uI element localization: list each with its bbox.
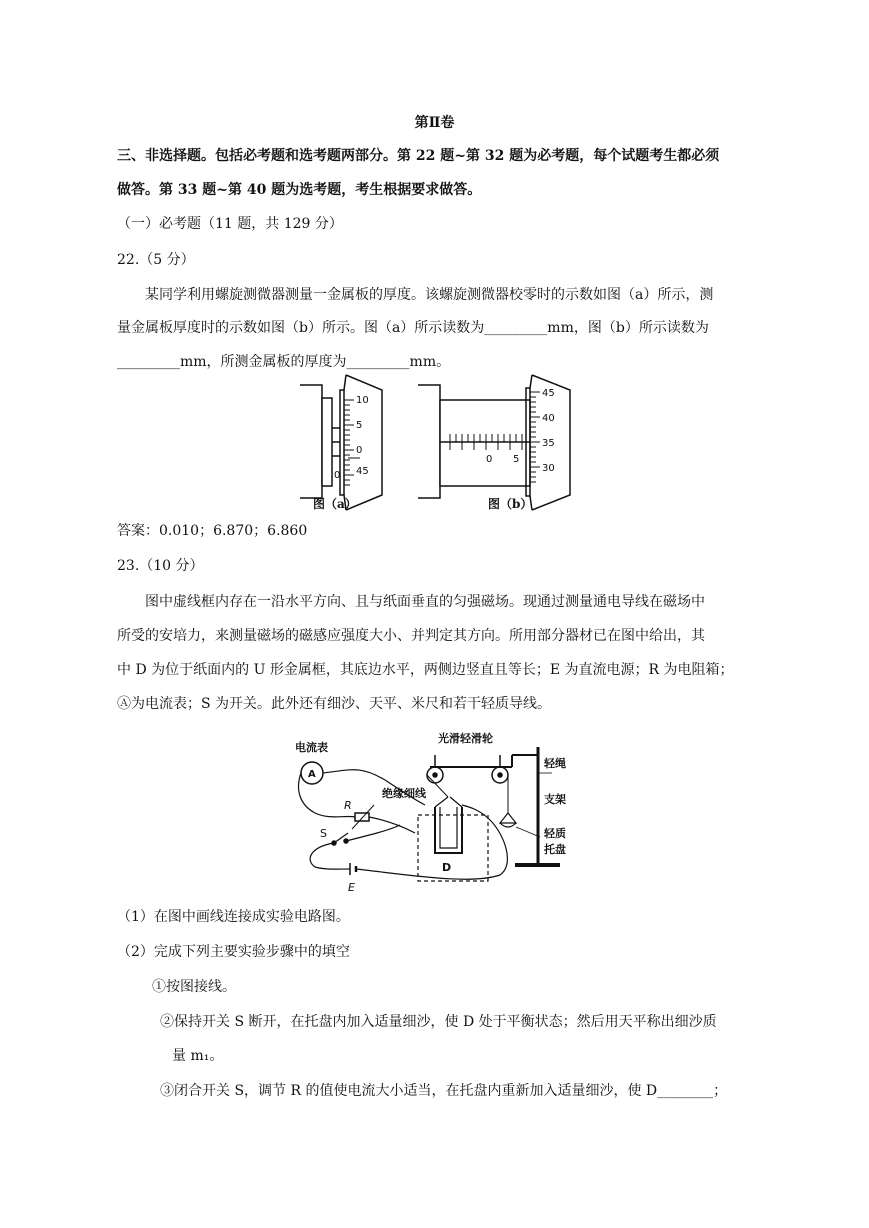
fig-b-tick-label: 35: [542, 438, 555, 449]
q23-sub1: （1）在图中画线连接成实验电路图。: [117, 909, 350, 925]
q23-text1: 图中虚线框内存在一沿水平方向、且与纸面垂直的匀强磁场。现通过测量通电导线在磁场中: [145, 594, 705, 610]
pulley-label: 光滑轻滑轮: [438, 732, 493, 745]
fig-b-tick-label: 45: [542, 388, 555, 399]
switch-label: S: [320, 827, 327, 840]
ammeter-symbol: A: [308, 769, 316, 780]
fig-a-sleeve-label: 0: [334, 470, 341, 481]
pan-label-2: 托盘: [544, 843, 566, 856]
pan-icon: [500, 813, 516, 823]
fig-b-caption: 图（b）: [488, 497, 533, 511]
part3-line2: 做答。第 33 题~第 40 题为选考题，考生根据要求做答。: [117, 182, 482, 198]
fig-a-tick-label: 10: [356, 395, 369, 406]
q22-number: 22.（5 分）: [117, 252, 195, 268]
stand-label: 支架: [544, 793, 566, 806]
rope-label: 轻绳: [544, 757, 566, 770]
experiment-diagram: [290, 725, 580, 895]
q23-text4: Ⓐ为电流表；S 为开关。此外还有细沙、天平、米尺和若干轻质导线。: [117, 696, 552, 712]
q23-sub2: （2）完成下列主要实验步骤中的填空: [117, 944, 350, 960]
section-title: 第Ⅱ卷: [414, 115, 455, 131]
fig-b-tick-label: 30: [542, 463, 555, 474]
q23-step1: ①按图接线。: [152, 979, 236, 995]
thread-label: 绝缘细线: [382, 787, 426, 800]
q22-answer: 答案：0.010；6.870；6.860: [117, 523, 308, 539]
frame-label: D: [442, 861, 452, 874]
fig-a-tick-label: 0: [356, 445, 363, 456]
q23-step3: ③闭合开关 S，调节 R 的值使电流大小适当，在托盘内重新加入适量细沙，使 D________；: [160, 1083, 728, 1099]
fig-a-caption: 图（a）: [313, 497, 357, 511]
fig-b-sleeve-label: 0: [486, 454, 493, 465]
pan-label-1: 轻质: [544, 827, 566, 840]
fig-b-tick-label: 40: [542, 413, 555, 424]
q22-text2: 量金属板厚度时的示数如图（b）所示。图（a）所示读数为_________mm，图（b）所示读数为: [117, 320, 709, 336]
q22-text1: 某同学利用螺旋测微器测量一金属板的厚度。该螺旋测微器校零时的示数如图（a）所示，测: [145, 287, 714, 303]
micrometer-a: [300, 375, 382, 510]
q23-number: 23.（10 分）: [117, 558, 204, 574]
fig-b-sleeve-label: 5: [513, 454, 520, 465]
part3-line1: 三、非选择题。包括必考题和选考题两部分。第 22 题~第 32 题为必考题，每个试题考生都必须: [117, 148, 720, 164]
q23-text2: 所受的安培力，来测量磁场的磁感应强度大小、并判定其方向。所用部分器材已在图中给出，其: [117, 628, 705, 644]
resistor-label: R: [344, 799, 352, 812]
fig-a-tick-label: 45: [356, 466, 369, 477]
u-frame-d: [435, 807, 462, 853]
battery-label: E: [348, 881, 355, 894]
required-heading: （一）必考题（11 题，共 129 分）: [117, 216, 343, 232]
fig-a-tick-label: 5: [356, 420, 363, 431]
q23-step2b: 量 m₁。: [172, 1048, 224, 1064]
ammeter-label: 电流表: [295, 741, 328, 754]
q23-text3: 中 D 为位于纸面内的 U 形金属框，其底边水平，两侧边竖直且等长；E 为直流电源；R 为电阻箱；: [117, 662, 734, 678]
q23-step2a: ②保持开关 S 断开，在托盘内加入适量细沙，使 D 处于平衡状态；然后用天平称出细沙质: [160, 1014, 717, 1030]
resistor-icon: [355, 813, 369, 821]
q22-text3: _________mm，所测金属板的厚度为_________mm。: [117, 354, 451, 370]
